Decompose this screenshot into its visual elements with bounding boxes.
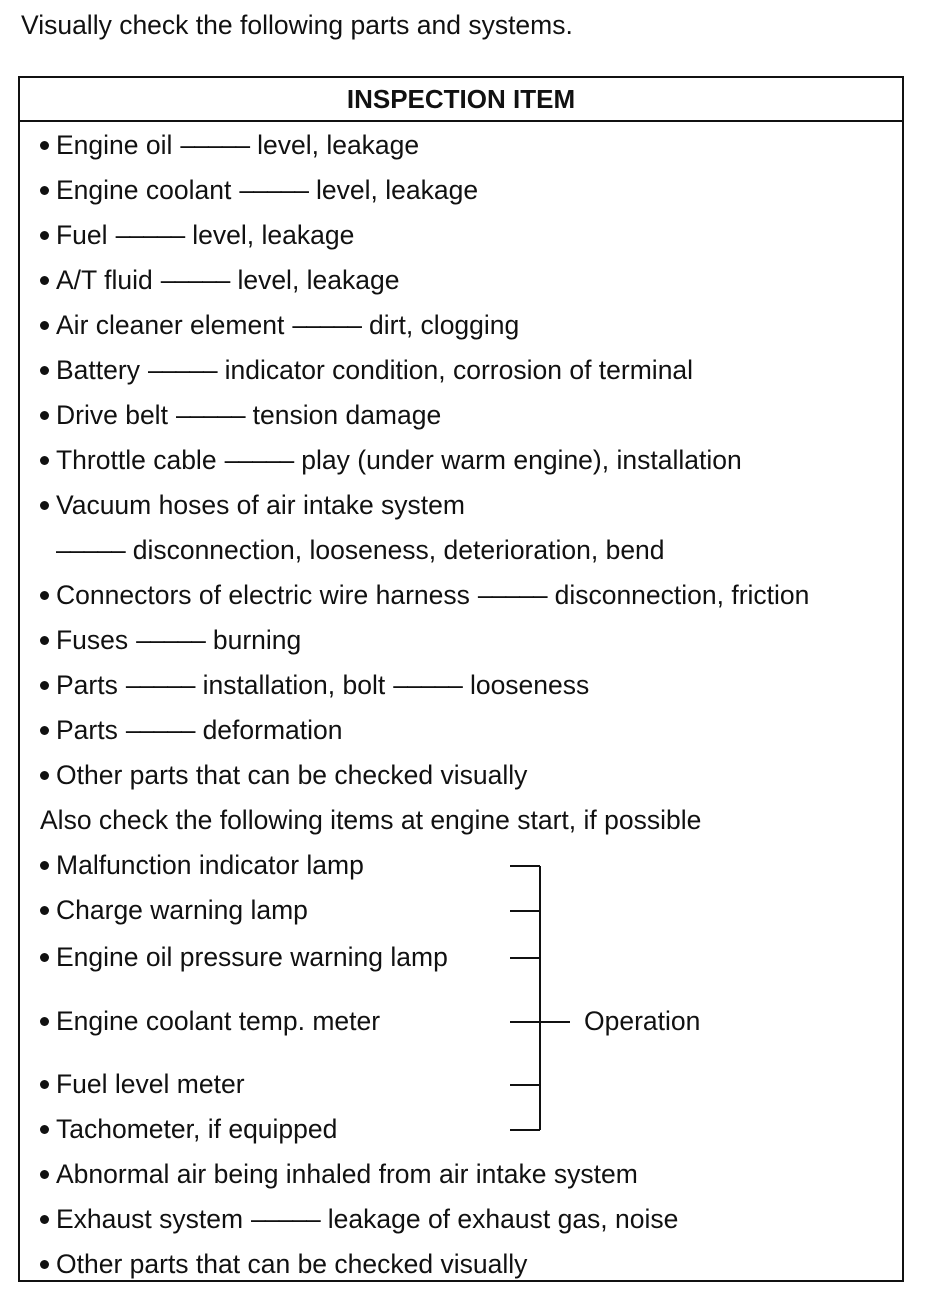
- list-item: Charge warning lamp: [40, 895, 308, 926]
- bullet-icon: [40, 681, 49, 690]
- list-item: Fuses ––––– burning: [40, 625, 301, 656]
- bullet-icon: [40, 321, 49, 330]
- bullet-icon: [40, 591, 49, 600]
- bullet-icon: [40, 1125, 49, 1134]
- list-item: Parts ––––– deformation: [40, 715, 343, 746]
- list-item: Other parts that can be checked visually: [40, 760, 527, 791]
- bullet-icon: [40, 906, 49, 915]
- list-item: Exhaust system ––––– leakage of exhaust gas, noise: [40, 1204, 678, 1235]
- bullet-icon: [40, 186, 49, 195]
- list-item: Tachometer, if equipped: [40, 1114, 337, 1145]
- bullet-icon: [40, 1215, 49, 1224]
- list-item: Engine oil pressure warning lamp: [40, 942, 448, 973]
- bullet-icon: [40, 1080, 49, 1089]
- bullet-icon: [40, 636, 49, 645]
- list-item: Air cleaner element ––––– dirt, clogging: [40, 310, 519, 341]
- bullet-icon: [40, 276, 49, 285]
- table-header: INSPECTION ITEM: [20, 78, 902, 122]
- list-item: Abnormal air being inhaled from air intake system: [40, 1159, 638, 1190]
- bullet-icon: [40, 231, 49, 240]
- list-item: Malfunction indicator lamp: [40, 850, 364, 881]
- operation-bracket: [510, 858, 550, 1138]
- operation-label: Operation: [584, 1006, 701, 1036]
- bullet-icon: [40, 411, 49, 420]
- bullet-icon: [40, 1017, 49, 1026]
- list-item: Battery ––––– indicator condition, corrosion of terminal: [40, 355, 693, 386]
- bullet-icon: [40, 861, 49, 870]
- bullet-icon: [40, 771, 49, 780]
- list-item: Drive belt ––––– tension damage: [40, 400, 441, 431]
- inspection-table: [18, 76, 904, 1282]
- bullet-icon: [40, 501, 49, 510]
- bullet-icon: [40, 953, 49, 962]
- list-item: Fuel level meter: [40, 1069, 245, 1100]
- bullet-icon: [40, 141, 49, 150]
- bullet-icon: [40, 366, 49, 375]
- list-item: Fuel ––––– level, leakage: [40, 220, 354, 251]
- list-item: Engine coolant ––––– level, leakage: [40, 175, 478, 206]
- list-item: Throttle cable ––––– play (under warm engine), installation: [40, 445, 742, 476]
- bullet-icon: [40, 456, 49, 465]
- list-item: Engine oil ––––– level, leakage: [40, 130, 419, 161]
- bullet-icon: [40, 1170, 49, 1179]
- intro-text: Visually check the following parts and systems.: [21, 10, 573, 40]
- list-item: Engine coolant temp. meter: [40, 1006, 380, 1037]
- engine-start-note: Also check the following items at engine start, if possible: [40, 805, 702, 835]
- list-item: Connectors of electric wire harness ––––– disconnection, friction: [40, 580, 809, 611]
- list-item: A/T fluid ––––– level, leakage: [40, 265, 400, 296]
- bullet-icon: [40, 726, 49, 735]
- bullet-icon: [40, 1260, 49, 1269]
- list-item: Vacuum hoses of air intake system: [40, 490, 465, 521]
- list-item-continuation: ––––– disconnection, looseness, deterioration, bend: [56, 535, 665, 565]
- list-item: Other parts that can be checked visually: [40, 1249, 527, 1280]
- list-item: Parts ––––– installation, bolt ––––– looseness: [40, 670, 589, 701]
